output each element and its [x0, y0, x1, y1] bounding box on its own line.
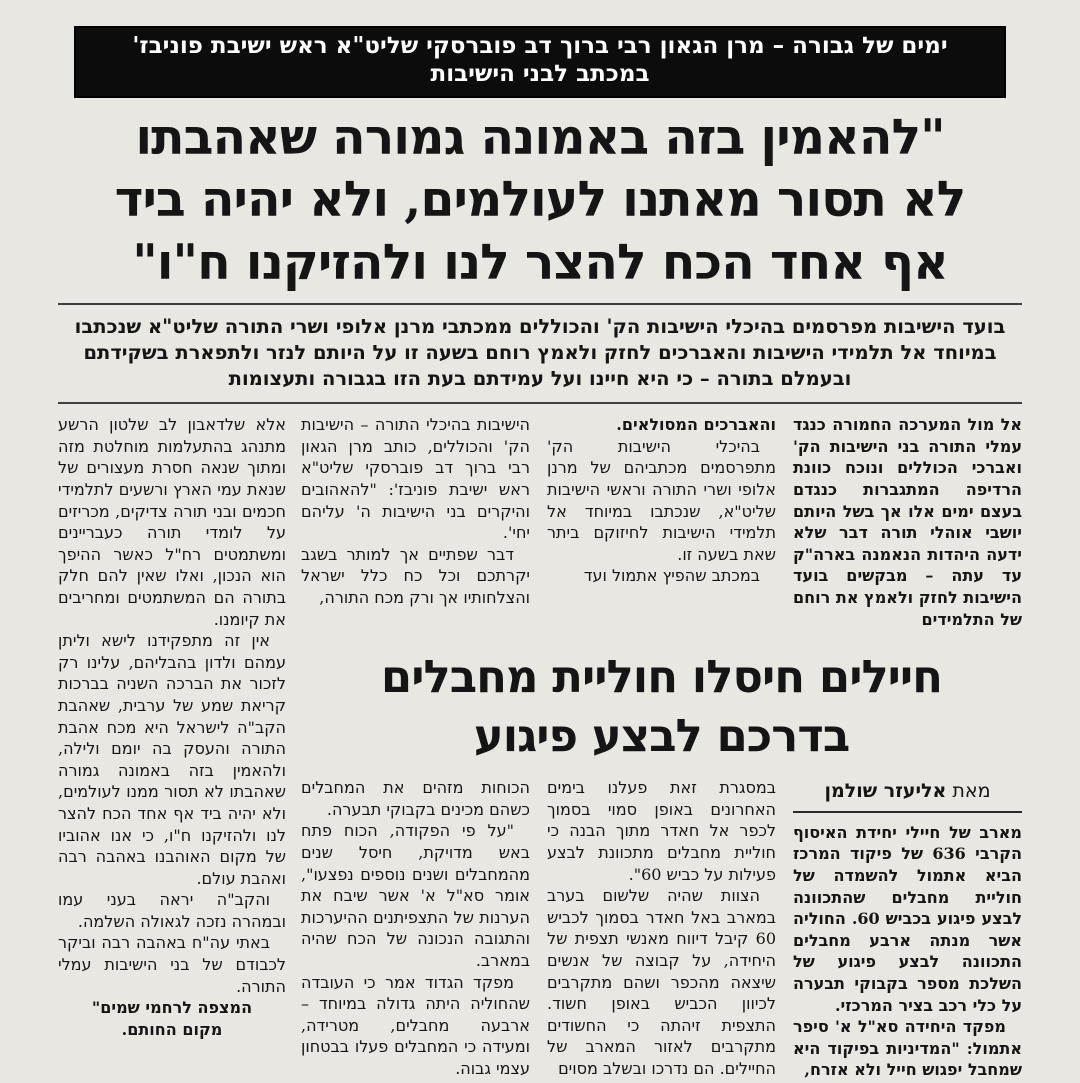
- letter-signature-line: המצפה לרחמי שמים": [91, 998, 253, 1018]
- second-article-headline: [301, 648, 1022, 765]
- article1-col-2: [547, 414, 776, 630]
- article1-lead-paragraph: אל מול המערכה החמורה כנגד עמלי התורה בני הישיבות הק' ואברכי הכוללים ונוכח כוונת הרדיפה המתגברות כנגדם בעצם ימים אלו אך בשל היותם יושבי אוהלי תורה דבר שלא ידעה היהדות הנאמנה בארה"ק עד עתה – מבקשים בועד הישיבות לחזק ולאמץ את רוחם של התלמידים: [793, 415, 1022, 629]
- main-article-zone: [301, 414, 1022, 1081]
- article1-paragraph: במכתב שהפיץ אתמול ועד: [583, 566, 760, 586]
- divider-below-subhead: [58, 402, 1022, 404]
- article1-paragraph: והקב"ה יראה בעני עמו ובמהרה נזכה לגאולה השלמה.: [58, 890, 286, 931]
- byline: [793, 779, 1022, 805]
- main-headline-line-1: "להאמין בזה באמונה גמורה שאהבתו: [135, 108, 945, 167]
- article1-lead-continuation: והאברכים המסולאים.: [616, 415, 776, 435]
- second-headline-line-1: חיילים חיסלו חוליית מחבלים: [380, 650, 943, 704]
- article2-paragraph: במסגרת זאת פעלנו בימים האחרונים באופן סמוי בסמוך לכפר אל חאדר מתוך הבנה כי חוליית מחבלים מתכוונת לבצע פעילות על כביש 60".: [547, 778, 776, 884]
- article1-paragraph: בהיכלי הישיבות הק' מתפרסמים מכתביהם של מרנן אלופי ושרי התורה וראשי הישיבות שליט"א, שנכתבו במיוחד אל תלמידי הישיבות לחיזוקם ביתר שאת בשעה זו.: [547, 436, 776, 564]
- article2-paragraph: מפקד היחידה סא"ל א' סיפר אתמול: "המדיניות בפיקוד היא שמחבל יפגוש חייל ולא אזרח,: [793, 1017, 1022, 1080]
- main-headline-line-2: לא תסור מאתנו לעולמים, ולא יהיה ביד: [114, 170, 966, 229]
- article1-columns: [301, 414, 1022, 630]
- article2-col-2: [547, 777, 776, 1081]
- article1-col-1: [793, 414, 1022, 630]
- subheadline: בועד הישיבות מפרסמים בהיכלי הישיבות הק' והכוללים ממכתבי מרנן אלופי ושרי התורה שליט"א שנכתבו במיוחד אל תלמידי הישיבות והאברכים לחזק ולאמץ רוחם בשעה זו על היותם לנזר ולתפארת בשקידתם ובעמלם בתורה – כי היא חיינו ועל עמידתם בעת הזו בגבורה ותעצומות: [74, 314, 1006, 391]
- article1-left-column: [58, 414, 286, 1081]
- banner-line-2: במכתב לבני הישיבות: [430, 60, 650, 87]
- letter-seal-line: מקום החותם.: [121, 1019, 223, 1039]
- article1-col-3: [301, 414, 530, 630]
- article2-col-3: [301, 777, 530, 1081]
- article2-columns: [301, 777, 1022, 1081]
- article1-paragraph: הישיבות בהיכלי התורה – הישיבות הק' והכוללים, כותב מרן הגאון רבי ברוך דב פוברסקי שליט"א ראש ישיבת פוניבז': "להאהובים והיקרים בני הישיבות ה' עליהם יחי'.: [301, 415, 530, 543]
- article1-paragraph: אין זה מתפקידנו לישא וליתן עמהם ולדון בהבליהם, עלינו רק לזכור את הברכה השניה בברכות קריאת שמע של ערבית, שאהבת הקב"ה לישראל היא מכח אהבת התורה והעסק בה יומם ולילה, ולהאמין בזה באמונה גמורה שאהבתו לא תסור ממנו לעולמים, ולא יהיה ביד אף אחד הכח להצר לנו ולהזיקנו ח"ו, כי אנו אהוביו של מקום האוהבנו באהבה רבה ואהבת עולם.: [58, 631, 286, 888]
- article2-paragraph: "על פי הפקודה, הכוח פתח באש מדויקת, חיסל שנים מהמחבלים ושנים נוספים נפצעו", אומר סא"ל א' אשר שיבח את הערנות של התצפיתנים ההיערכות והתגובה הנכונה של הכח שהיה במארב.: [301, 821, 530, 970]
- main-headline: [58, 106, 1022, 293]
- main-headline-line-3: אף אחד הכח להצר לנו ולהזיקנו ח"ו": [132, 232, 948, 291]
- byline-prefix: מאת: [946, 780, 991, 803]
- second-headline-line-2: בדרכם לבצע פיגוע: [473, 708, 850, 762]
- article2-col-1: [793, 777, 1022, 1081]
- page-columns: [58, 414, 1022, 1081]
- top-banner: [74, 26, 1006, 98]
- byline-author-name: אליעזר שולמן: [824, 780, 947, 803]
- article2-lead-paragraph: מארב של חיילי יחידת האיסוף הקרבי 636 של פיקוד המרכז הביא אתמול להשמדה של חוליית מחבלים שהתכוונה לבצע פיגוע בכביש 60. החוליה אשר מנתה ארבע מחבלים התכוונה לבצע פיגוע של השלכת מספר בקבוקי תבערה על כלי רכב בציר המרכזי.: [793, 822, 1023, 1015]
- byline-divider: [793, 811, 1022, 813]
- divider-above-subhead: [58, 303, 1022, 305]
- article1-paragraph: אלא שלדאבון לב שלטון הרשע מתנהג בהתעלמות מוחלטת מזה ומתוך שנאה חסרת מעצורים של שנאת עמי הארץ ורשעים לתלמידי חכמים ובני תורה צדיקים, מכריזים על לומדי תורה כעבריינים ומשתמטים רח"ל כאשר ההיפך הוא הנכון, ואלו שאין להם חלק בתורה הם המשתמטים ומחריבים את קיומנו.: [58, 415, 286, 629]
- banner-line-1: ימים של גבורה – מרן הגאון רבי ברוך דב פוברסקי שליט"א ראש ישיבת פוניבז': [132, 33, 948, 59]
- article2-paragraph: מפקד הגדוד אמר כי העובדה שהחוליה היתה גדולה במיוחד – ארבעה מחבלים, מטרידה, ומעידה כי המחבלים פעלו בבטחון עצמי גבוה.: [301, 972, 530, 1078]
- article2-paragraph: הצוות שהיה שלשום בערב במארב באל חאדר בסמוך לכביש 60 קיבל דיווח מאנשי תצפית של היחידה, על קבוצה של אנשים שיצאה מהכפר ושהם מתקרבים לכיוון הכביש באופן חשוד. התצפית זיהתה כי החשודים מתקרבים לאזור המארב של החיילים. הם נדרכו ובשלב מסוים: [547, 886, 776, 1078]
- article1-paragraph: באתי עה"ח באהבה רבה וביקר לכבודם של בני הישיבות עמלי התורה.: [58, 933, 286, 996]
- article2-paragraph: הכוחות מזהים את המחבלים כשהם מכינים בקבוקי תבערה.: [301, 778, 530, 819]
- article1-paragraph: דבר שפתיים אך למותר בשגב יקרתכם וכל כח כלל ישראל והצלחותיו אך ורק מכח התורה,: [301, 544, 530, 607]
